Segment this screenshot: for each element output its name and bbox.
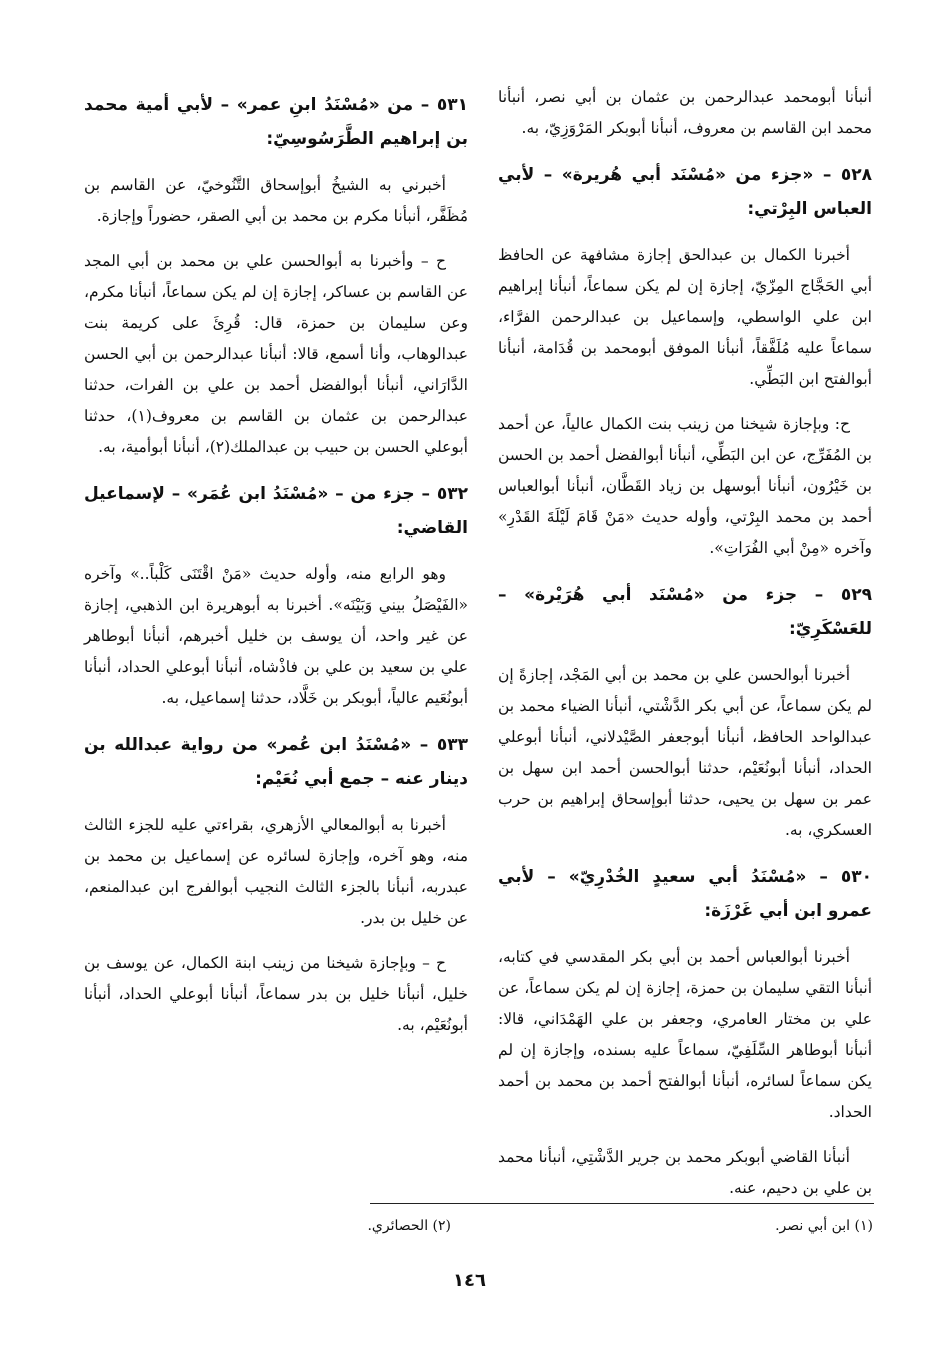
paragraph: أخبرنا أبوالحسن علي بن محمد بن أبي المَجْد، إجازةً إن لم يكن سماعاً، عن أبي بكر الدَّشْتي، أنبأنا الضياء محمد بن عبدالواحد الحافظ، أنبأنا أبوجعفر الصَّيْدلاني، أنبأنا أبوعلي الحداد، أنبأنا أبونُعَيْم، حدثنا أبوالحسن أحمد ابن سهل بن عمر بن سهل بن يحيى، حدثنا أبوإسحاق إبراهيم بن حرب العسكري، به.	[498, 666, 872, 839]
paragraph: وهو الرابع منه، وأوله حديث «مَنْ اقْتَنَى كَلْباً..» وآخره «الفَيْصَلُ بيني وَبَيْنَه». أخبرنا به أبوهريرة ابن الذهبي، إجازة عن غير واحد، أن يوسف بن خليل أخبرهم، أنبأنا أبوطاهر علي بن سعيد بن علي بن فاذْشاه، أنبأنا أبوعلي الحداد، أنبأنا أبونُعَيم عالياً، أبوبكر بن خَلَّاد، حدثنا إسماعيل، به.	[84, 565, 468, 707]
left-column	[84, 82, 468, 1055]
paragraph: أخبرنا الكمال بن عبدالحق إجازة مشافهة عن الحافظ أبي الحَجَّاج المِزّيّ، إجازة إن لم يكن سماعاً، أنبأنا إبراهيم ابن علي الواسطي، وإسماعيل بن عبدالرحمن الفرَّاء، سماعاً عليه مُلَفَّقاً، أنبأنا الموفق أبومحمد بن قُدَامة، أنبأنا أبوالفتح ابن البَطِّي.	[498, 246, 872, 388]
paragraph: ح: وبإجازة شيخنا من زينب بنت الكمال عالياً، عن أحمد بن المُفَرِّج، عن ابن البَطِّي، أنبأنا أبوالفضل أحمد بن الحسن بن خَيْرُون، أنبأنا أبوسهل بن زياد القَطَّان، أنبأنا أبوالعباس أحمد بن محمد البِرْتي، وأوله حديث «مَنْ قَامَ لَيْلَةَ القَدْرِ» وآخره «مِنْ أبي الفُرَاتِ».	[498, 415, 872, 557]
entry-heading-529: ٥٢٩ – جزء من «مُسْنَد أبي هُرَيْرة» – للعَسْكَرِيّ:	[498, 585, 872, 639]
paragraph: أخبرني به الشيخُ أبوإسحاق التَّنُوخيّ، عن القاسم بن مُظَفَّر، أنبأنا مكرم بن محمد بن أبي الصقر، حضوراً وإجازة.	[84, 176, 468, 225]
paragraph: أخبرنا أبوالعباس أحمد بن أبي بكر المقدسي في كتابه، أنبأنا التقي سليمان بن حمزة، إجازة إن لم يكن سماعاً، عن علي بن مختار العامري، وجعفر بن علي الهَمْدَاني، قالا: أنبأنا أبوطاهر السِّلَفِيّ، سماعاً عليه بسنده، وإجازة إن لم يكن سماعاً لسائره، أنبأنا أبوالفتح أحمد بن محمد بن أحمد الحداد.	[498, 948, 872, 1121]
entry-heading-531: ٥٣١ – من «مُسْنَدُ ابنِ عمر» – لأبي أمية محمد بن إبراهيم الطَّرَسُوسِيّ:	[84, 95, 468, 149]
paragraph: أنبأنا القاضي أبوبكر محمد بن جرير الدَّشْتِي، أنبأنا محمد بن علي بن دحيم، عنه.	[498, 1148, 872, 1197]
entry-heading-528: ٥٢٨ – «جزء من «مُسْنَد أبي هُريرة» – لأبي العباس البِرْتي:	[498, 165, 872, 219]
paragraph: أنبأنا أبومحمد عبدالرحمن بن عثمان بن أبي نصر، أنبأنا محمد ابن القاسم بن معروف، أنبأنا أبوبكر المَرْوَزِيّ، به.	[498, 88, 872, 137]
entry-heading-533: ٥٣٣ – «مُسْنَدُ ابن عُمر» من رواية عبدالله بن دينار عنه – جمع أبي نُعَيْم:	[84, 735, 468, 789]
entry-heading-532: ٥٣٢ – جزء من – «مُسْنَدُ ابن عُمَر» – لإسماعيل القاضي:	[84, 484, 468, 538]
paragraph: أخبرنا به أبوالمعالي الأزهري، بقراءتي عليه للجزء الثالث منه، وهو آخره، وإجازة لسائره عن إسماعيل بن محمد بن عبدربه، أنبأنا بالجزء الثالث النجيب أبوالفرج ابن عبدالمنعم، عن خليل بن بدر.	[84, 816, 468, 927]
paragraph: ح – وبإجازة شيخنا من زينب ابنة الكمال، عن يوسف بن خليل، أنبأنا خليل بن بدر سماعاً، أنبأنا أبوعلي الحداد، أنبأنا أبونُعَيْم، به.	[84, 954, 468, 1034]
page-number: ١٤٦	[453, 1270, 486, 1291]
footnote-1: (١) ابن أبي نصر.	[775, 1218, 873, 1234]
entry-heading-530: ٥٣٠ – «مُسْنَدُ أبي سعيدٍ الخُدْرِيّ» – لأبي عمرو ابن أبي غَرْزَة:	[498, 867, 872, 921]
footnote-2: (٢) الحصائري.	[367, 1218, 451, 1234]
paragraph: ح – وأخبرنا به أبوالحسن علي بن محمد بن أبي المجد عن القاسم بن عساكر، إجازة إن لم يكن سماعاً، أنبأنا مكرم، وعن سليمان بن حمزة، قال: قُرِئَ على كريمة بنت عبدالوهاب، وأنا أسمع، قالا: أنبأنا عبدالرحمن بن أبي الحسن الدَّارَاني، أنبأنا أبوالفضل أحمد بن علي بن الفرات، حدثنا عبدالرحمن بن عثمان بن القاسم بن معروف(١)، حدثنا أبوعلي الحسن بن حبيب بن عبدالملك(٢)، أنبأنا أبوأمية، به.	[84, 252, 468, 456]
right-column	[498, 82, 872, 1218]
footnote-divider	[370, 1203, 874, 1204]
